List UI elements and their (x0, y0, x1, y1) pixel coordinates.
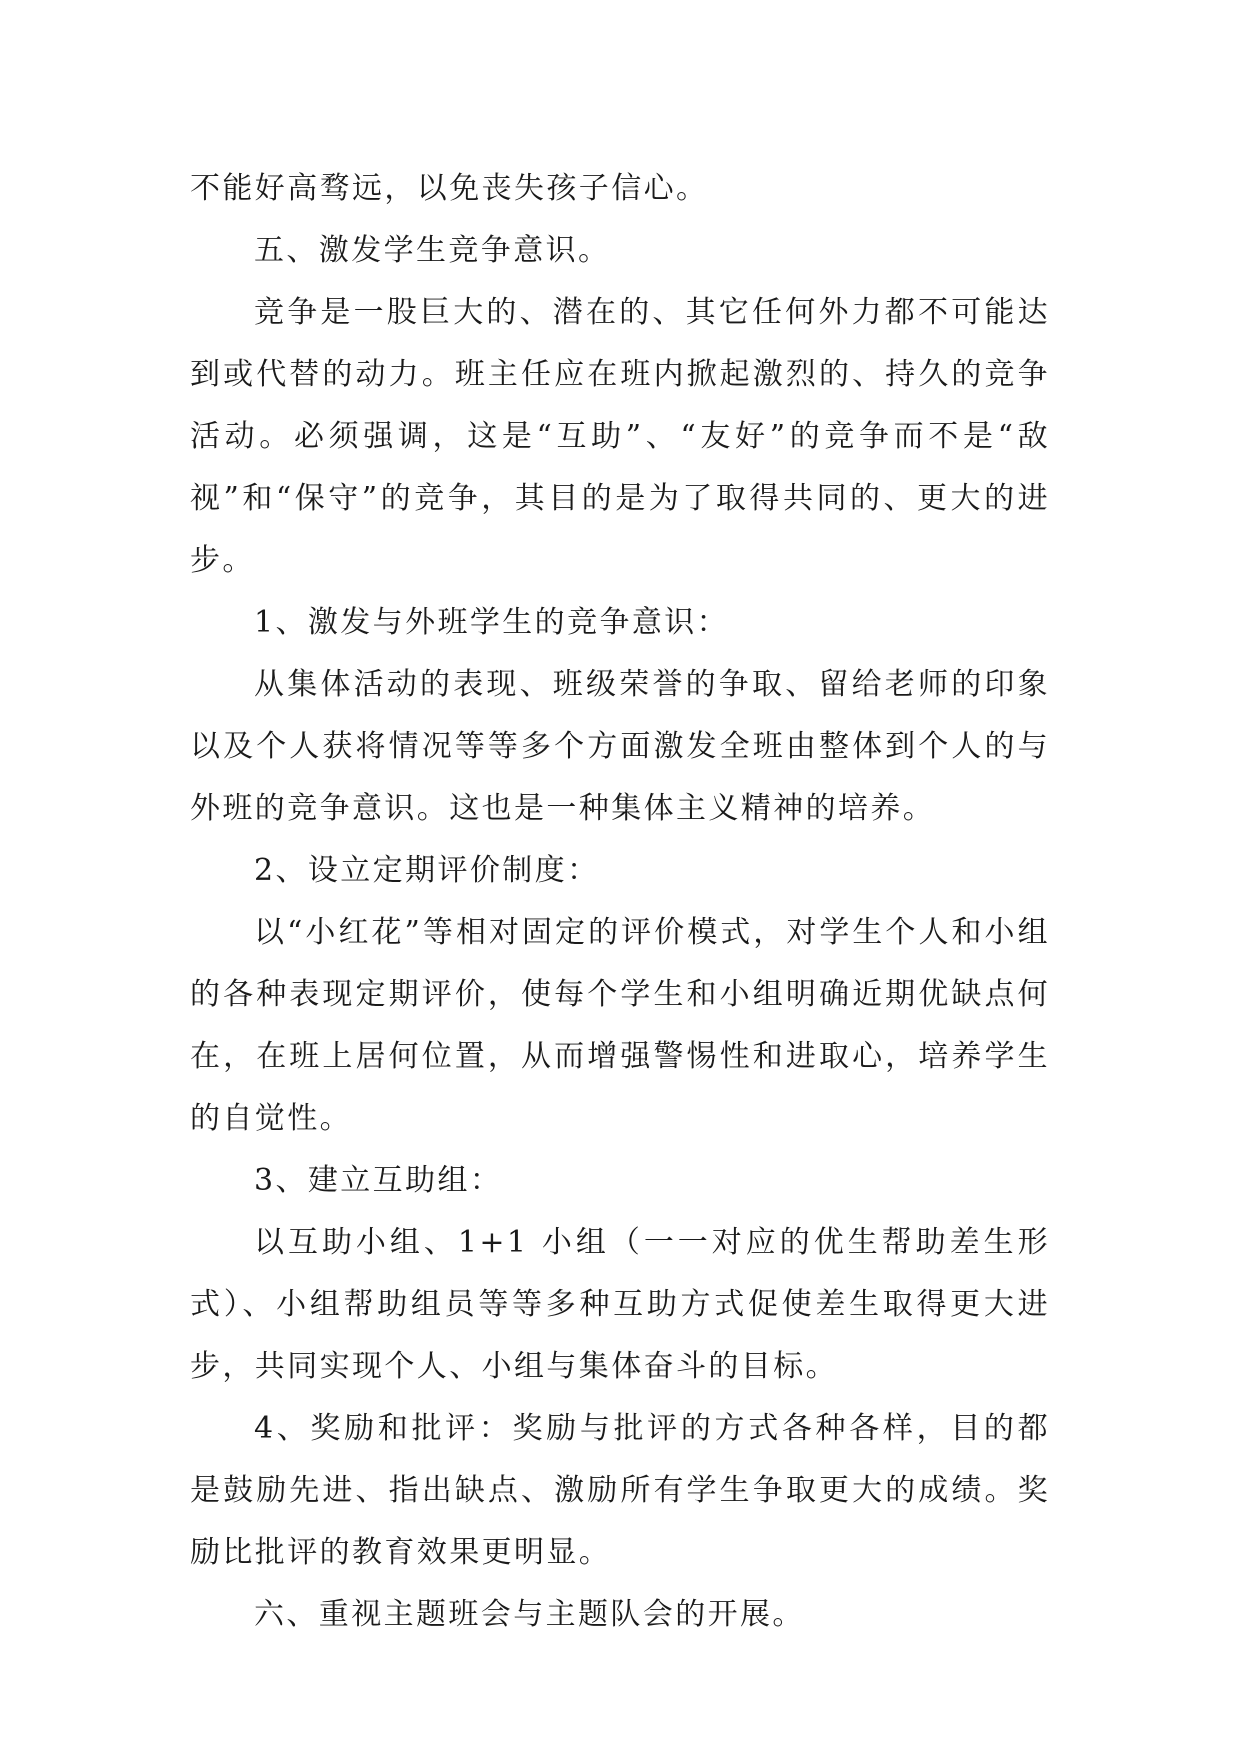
subheading-1: 1、激发与外班学生的竞争意识： (254, 605, 730, 640)
paragraph-competition-intro: 竞争是一股巨大的、潜在的、其它任何外力都不可能达到或代替的动力。班主任应在班内掀起激烈的、持久的竞争活动。必须强调，这是“互助”、“友好”的竞争而不是“敌视”和“保守”的竞争，其目的是为了取得共同的、更大的进步。 (190, 295, 1050, 578)
paragraph-1-body: 从集体活动的表现、班级荣誉的争取、留给老师的印象以及个人获将情况等等多个方面激发全班由整体到个人的与外班的竞争意识。这也是一种集体主义精神的培养。 (190, 667, 1050, 826)
subheading-3: 3、建立互助组： (254, 1163, 503, 1198)
document-body (190, 158, 1050, 1646)
subheading-2: 2、设立定期评价制度： (254, 853, 600, 888)
paragraph-continuation: 不能好高骛远，以免丧失孩子信心。 (190, 171, 709, 206)
paragraph-2-body: 以“小红花”等相对固定的评价模式，对学生个人和小组的各种表现定期评价，使每个学生和小组明确近期优缺点何在，在班上居何位置，从而增强警惕性和进取心，培养学生的自觉性。 (190, 915, 1050, 1136)
section-heading-six: 六、重视主题班会与主题队会的开展。 (254, 1597, 805, 1632)
section-heading-five: 五、激发学生竞争意识。 (254, 233, 611, 268)
paragraph-3-body: 以互助小组、1+1 小组（一一对应的优生帮助差生形式）、小组帮助组员等等多种互助方式促使差生取得更大进步，共同实现个人、小组与集体奋斗的目标。 (190, 1225, 1050, 1384)
paragraph-4: 4、奖励和批评：奖励与批评的方式各种各样，目的都是鼓励先进、指出缺点、激励所有学生争取更大的成绩。奖励比批评的教育效果更明显。 (190, 1411, 1050, 1570)
